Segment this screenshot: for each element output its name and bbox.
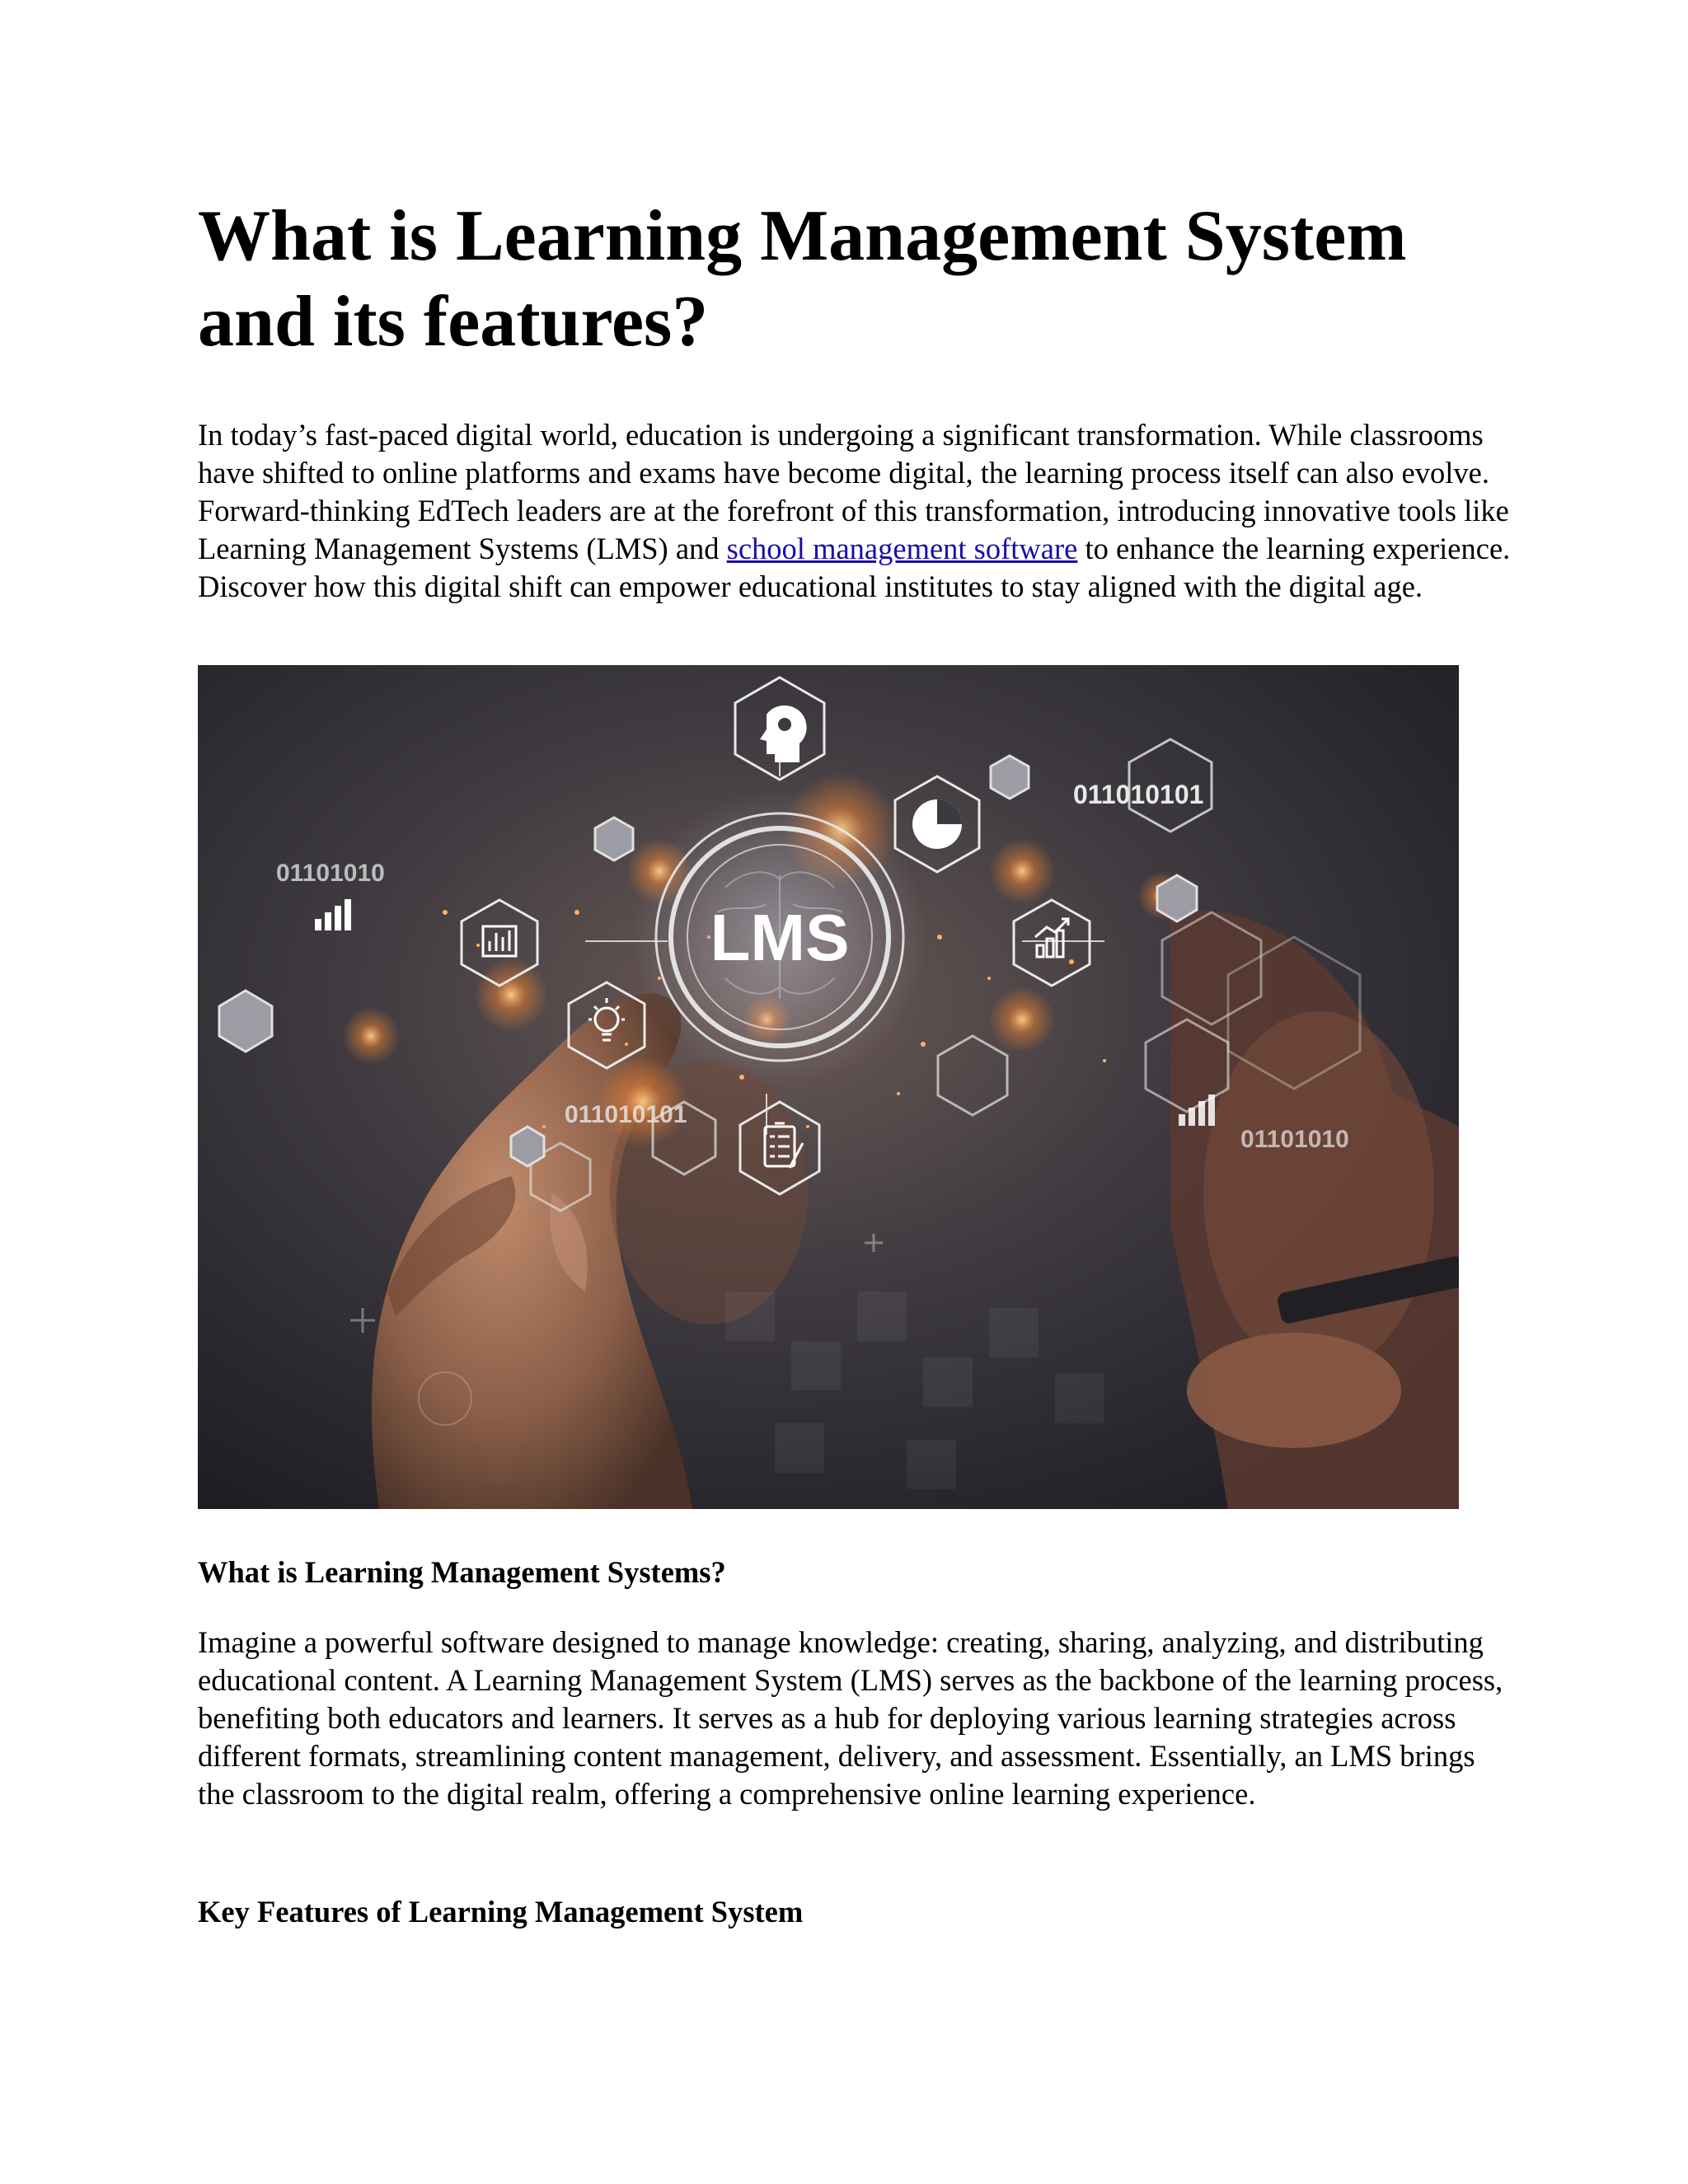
page-title: What is Learning Management System and its features?	[198, 196, 1407, 362]
binary-string-top-right: 011010101	[1073, 780, 1204, 809]
section-body-what-is-lms: Imagine a powerful software designed to manage knowledge: creating, sharing, analyzing, and distributing educational content. A Learning Management System (LMS) serves as the backbone of the learning process, benefiting both educators and learners. It serves as a hub for deploying various learning strategies across different formats, streamlining content management, delivery, and assessment. Essentially, an LMS brings the classroom to the digital realm, offering a comprehensive online learning experience.	[198, 1625, 1503, 1811]
article	[198, 194, 1517, 606]
school-management-software-link[interactable]: school management software	[726, 532, 1078, 565]
binary-string-right: 01101010	[1240, 1126, 1349, 1153]
pie-chart-icon	[912, 799, 962, 849]
intro-text-before: In today’s fast-paced digital world, education is undergoing a significant transformation. While classrooms have shifted to online platforms and exams have become digital, the learning process itself can also evolve. Forward-thinking EdTech leaders are at the forefront of this transformation, introducing innovative tools like Learning Management Systems (LMS) and	[198, 418, 1509, 565]
lms-label: LMS	[710, 901, 850, 974]
section-heading-key-features: Key Features of Learning Management System	[198, 1895, 804, 1929]
intro-paragraph	[198, 416, 1517, 606]
binary-string-left: 01101010	[276, 860, 385, 887]
binary-string-center: 011010101	[565, 1101, 687, 1128]
intro-text-after: to enhance the learning experience. Discover how this digital shift can empower educational institutes to stay aligned with the digital age.	[198, 532, 1511, 603]
section-heading-what-is-lms: What is Learning Management Systems?	[198, 1555, 726, 1589]
lms-hero-image	[198, 665, 1459, 1509]
